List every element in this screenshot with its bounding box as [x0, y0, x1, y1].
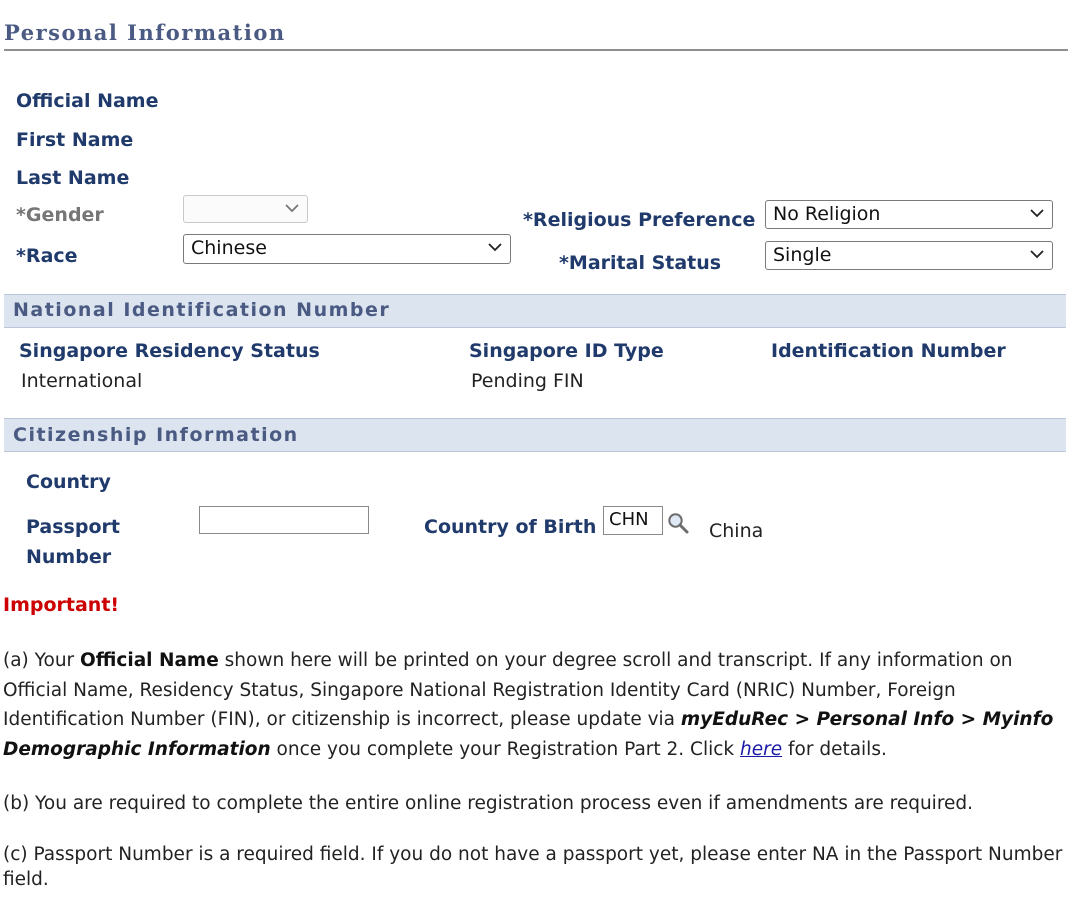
chevron-down-icon [487, 242, 503, 252]
country-of-birth-label: Country of Birth [424, 516, 597, 538]
race-select-value: Chinese [191, 237, 267, 259]
notice-a-official-name: Official Name [80, 650, 219, 671]
gender-label: *Gender [16, 204, 104, 226]
page-title: Personal Information [4, 20, 286, 45]
citizenship-section-title: Citizenship Information [13, 424, 299, 446]
id-type-value: Pending FIN [471, 370, 584, 392]
religious-preference-select[interactable] [765, 200, 1053, 229]
notice-paragraph-c: (c) Passport Number is a required field. If you do not have a passport yet, please enter NA in the Passport Number field. [3, 844, 1063, 890]
residency-status-value: International [21, 370, 143, 392]
marital-status-label: *Marital Status [559, 252, 722, 274]
chevron-down-icon [1029, 208, 1045, 218]
religious-preference-label: *Religious Preference [523, 209, 756, 231]
search-lookup-icon[interactable] [666, 511, 690, 535]
marital-status-value: Single [773, 244, 832, 266]
notice-a-text2: once you complete your Registration Part 2. Click [270, 738, 741, 760]
last-name-label: Last Name [16, 167, 130, 189]
country-of-birth-name: China [709, 520, 764, 542]
important-heading: Important! [3, 594, 120, 616]
official-name-heading: Official Name [16, 90, 159, 112]
notice-a-path: myEduRec > Personal Info > Myinfo Demographic Information [3, 709, 1054, 760]
identification-number-label: Identification Number [771, 340, 1006, 362]
title-divider [4, 49, 1068, 51]
first-name-label: First Name [16, 129, 134, 151]
country-label: Country [26, 471, 111, 493]
nin-section-title: National Identification Number [13, 299, 391, 321]
here-link[interactable]: here [740, 738, 783, 760]
race-select[interactable] [183, 234, 511, 264]
chevron-down-icon [1029, 249, 1045, 259]
residency-status-label: Singapore Residency Status [19, 340, 320, 362]
notice-paragraph-a [3, 646, 1063, 764]
religious-preference-value: No Religion [773, 203, 881, 225]
country-of-birth-input[interactable] [603, 506, 663, 535]
notice-a-text3: for details. [782, 738, 887, 760]
id-type-label: Singapore ID Type [469, 340, 664, 362]
passport-number-label-line2: Number [26, 546, 112, 568]
country-of-birth-code: CHN [609, 509, 649, 530]
gender-select[interactable] [183, 195, 308, 223]
race-label: *Race [16, 245, 78, 267]
notice-a-prefix: (a) Your [3, 650, 81, 671]
notice-paragraph-b: (b) You are required to complete the entire online registration process even if amendments are required. [3, 793, 974, 814]
passport-number-input[interactable] [199, 506, 369, 534]
marital-status-select[interactable] [765, 241, 1053, 270]
notice-a-text1: shown here will be printed on your degree scroll and transcript. If any information on Official Name, Residency Status, Singapore National Registration Identity Card (NRIC) Number, Foreign Identification Number (FIN), or citizenship is incorrect, please update via [3, 650, 1013, 730]
passport-number-label-line1: Passport [26, 516, 120, 538]
chevron-down-icon [284, 203, 300, 213]
